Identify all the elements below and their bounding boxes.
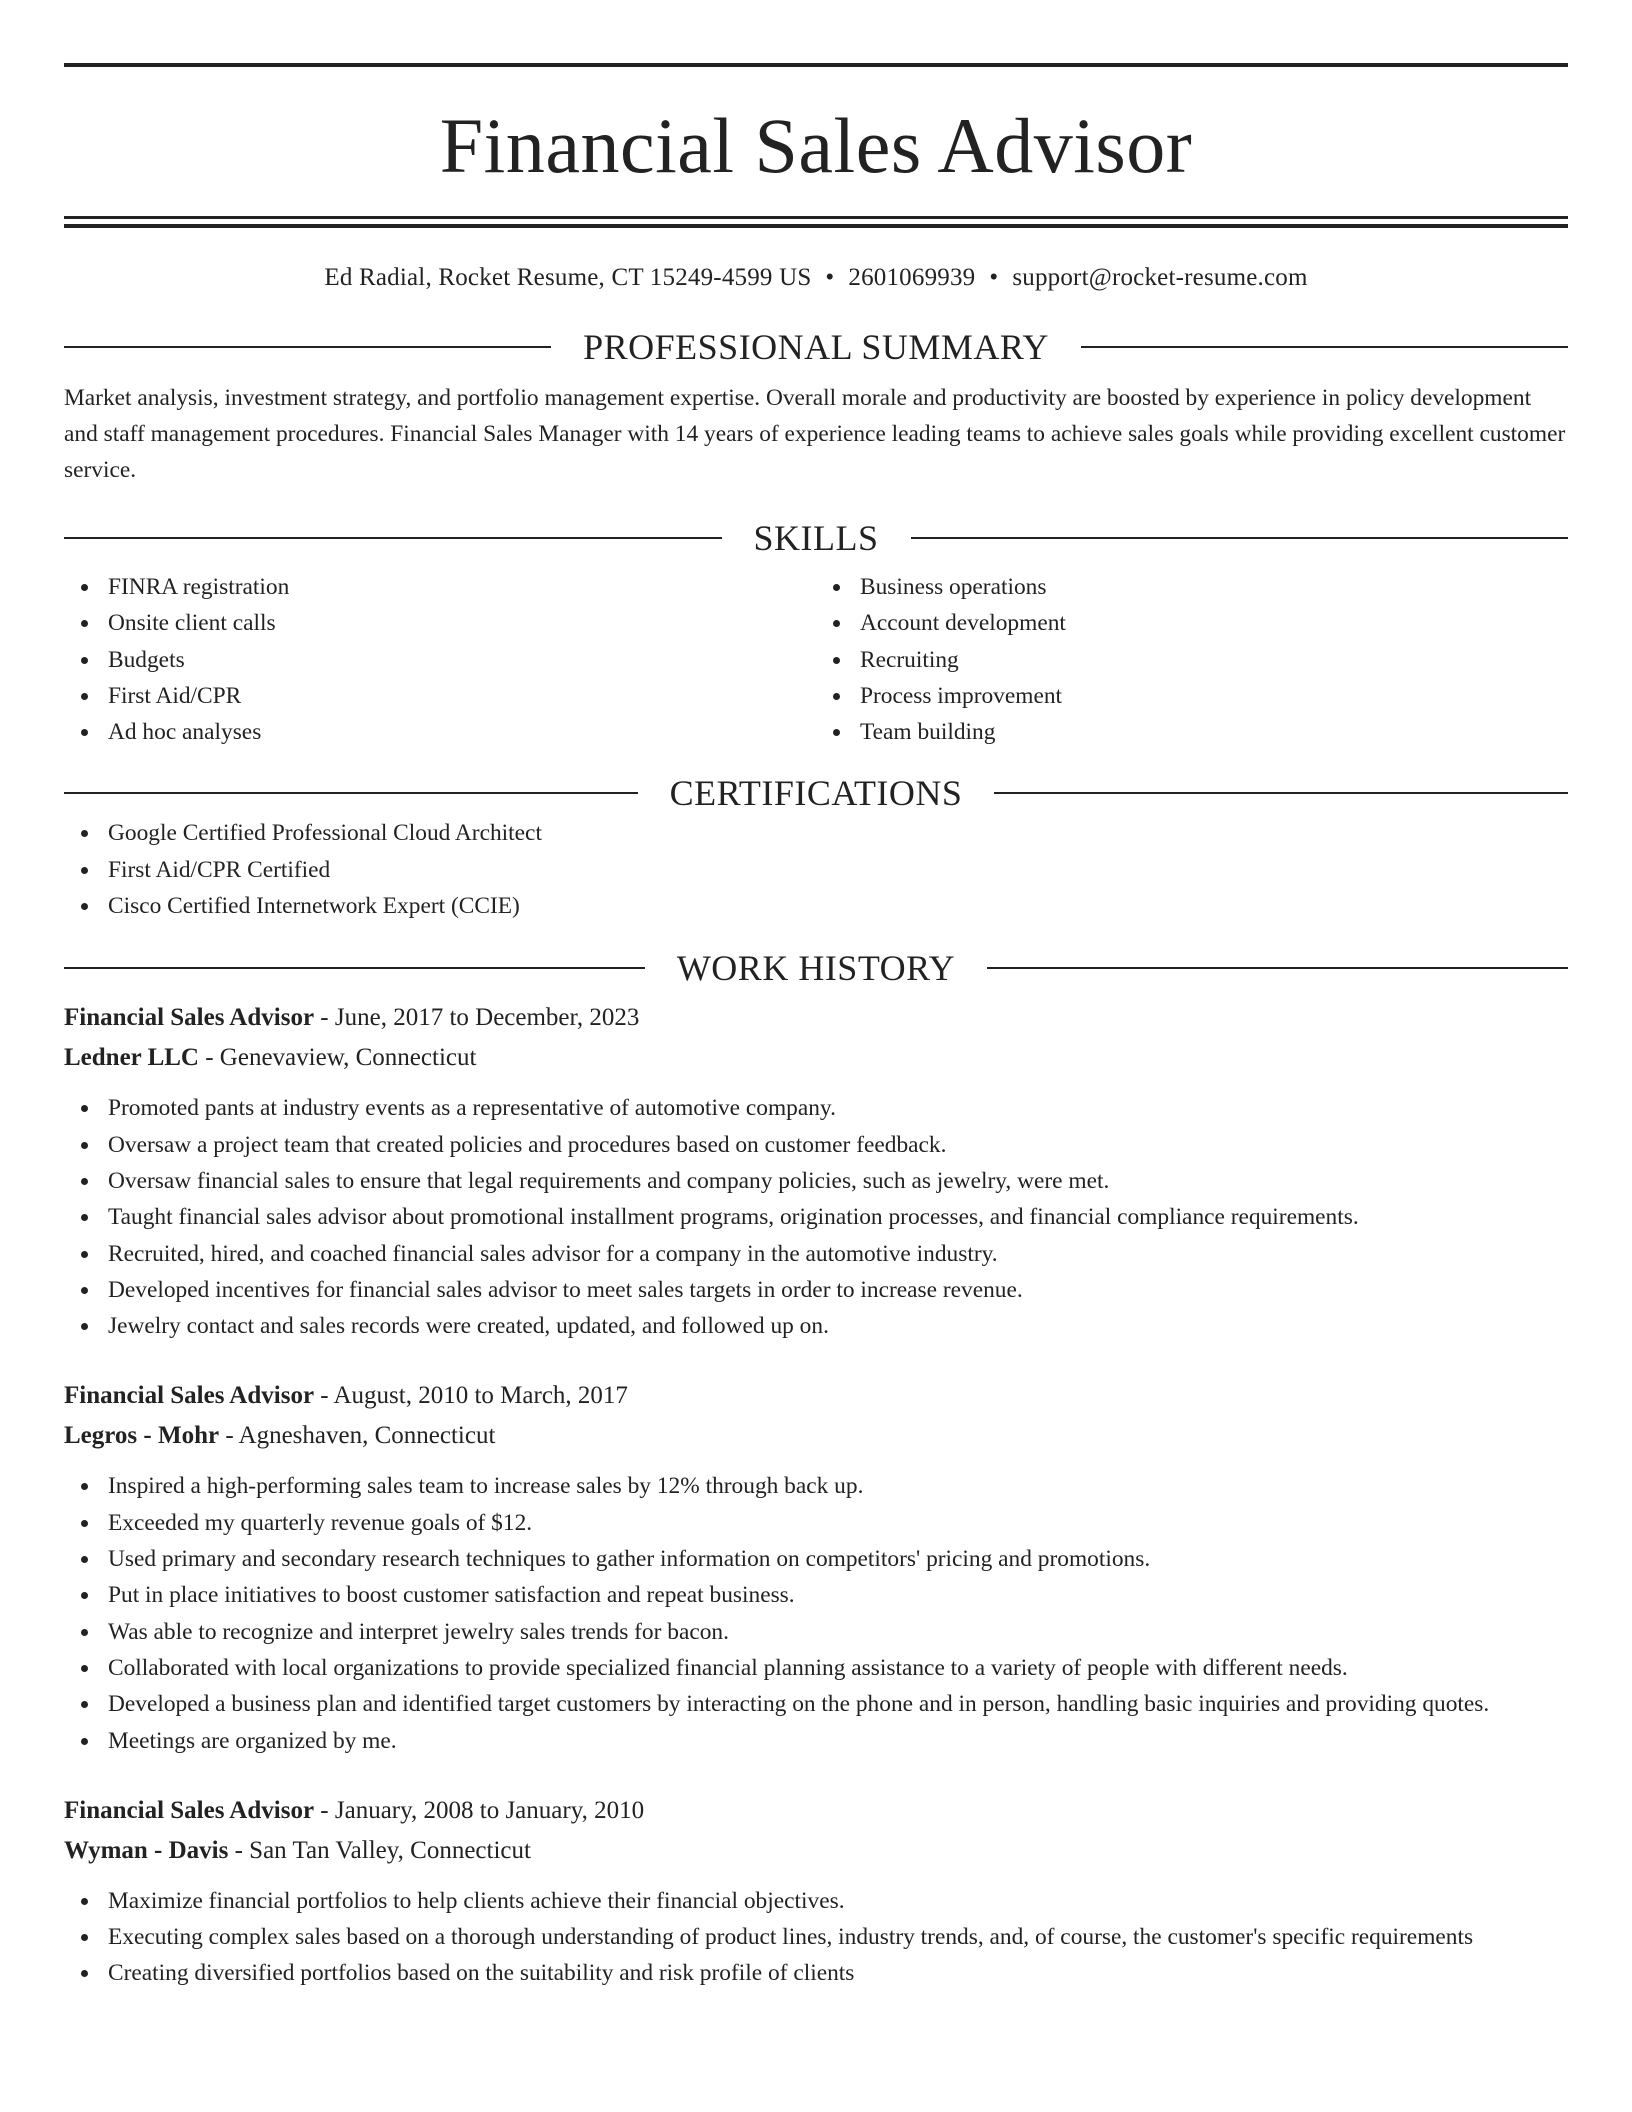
section-header-certifications xyxy=(64,771,1568,815)
job-duties-list xyxy=(64,1090,1568,1344)
header-double-rule xyxy=(64,216,1568,228)
job-location: - Agneshaven, Connecticut xyxy=(219,1422,496,1450)
job-duties-list xyxy=(64,1468,1568,1758)
job-duty-item: Oversaw a project team that created policies and procedures based on customer feedback. xyxy=(64,1127,1568,1163)
job-duties-list xyxy=(64,1883,1568,1992)
job-duty-item: Maximize financial portfolios to help clients achieve their financial objectives. xyxy=(64,1883,1568,1919)
section-rule-right xyxy=(1081,346,1568,348)
contact-email: support@rocket-resume.com xyxy=(1012,264,1308,291)
job-title-line xyxy=(64,1791,1568,1831)
contact-separator: • xyxy=(825,264,835,291)
skill-item: Recruiting xyxy=(816,642,1568,678)
job-dates: - June, 2017 to December, 2023 xyxy=(314,1004,640,1032)
job-entry xyxy=(64,1376,1568,1758)
job-duty-item: Collaborated with local organizations to provide specialized financial planning assistance to a variety of people with different needs. xyxy=(64,1650,1568,1686)
certifications-list xyxy=(64,815,1568,924)
job-duty-item: Creating diversified portfolios based on the suitability and risk profile of clients xyxy=(64,1955,1568,1991)
section-title-skills: SKILLS xyxy=(753,518,879,558)
contact-phone: 2601069939 xyxy=(848,264,976,291)
job-duty-item: Promoted pants at industry events as a representative of automotive company. xyxy=(64,1090,1568,1126)
skills-list-left xyxy=(64,569,816,750)
job-duty-item: Put in place initiatives to boost customer satisfaction and repeat business. xyxy=(64,1577,1568,1613)
skills-list-right xyxy=(816,569,1568,750)
skill-item: Budgets xyxy=(64,642,816,678)
certification-item: Cisco Certified Internetwork Expert (CCIE) xyxy=(64,888,1568,924)
contact-line xyxy=(64,265,1568,290)
section-rule-left xyxy=(64,792,638,794)
job-title: Financial Sales Advisor xyxy=(64,1382,315,1410)
job-location: - Genevaview, Connecticut xyxy=(198,1044,477,1072)
skills-grid xyxy=(64,569,1568,750)
job-company: Wyman - Davis xyxy=(64,1836,229,1864)
skill-item: Business operations xyxy=(816,569,1568,605)
job-duty-item: Inspired a high-performing sales team to increase sales by 12% through back up. xyxy=(64,1468,1568,1504)
job-duty-item: Jewelry contact and sales records were created, updated, and followed up on. xyxy=(64,1308,1568,1344)
job-duty-item: Recruited, hired, and coached financial sales advisor for a company in the automotive industry. xyxy=(64,1236,1568,1272)
job-entry xyxy=(64,998,1568,1344)
job-dates: - August, 2010 to March, 2017 xyxy=(314,1382,628,1410)
job-duty-item: Was able to recognize and interpret jewelry sales trends for bacon. xyxy=(64,1614,1568,1650)
skill-item: First Aid/CPR xyxy=(64,678,816,714)
skill-item: Team building xyxy=(816,714,1568,750)
job-duty-item: Meetings are organized by me. xyxy=(64,1723,1568,1759)
job-duty-item: Developed incentives for financial sales advisor to meet sales targets in order to increase revenue. xyxy=(64,1272,1568,1308)
job-company: Legros - Mohr xyxy=(64,1422,220,1450)
job-duty-item: Executing complex sales based on a thorough understanding of product lines, industry trends, and, of course, the customer's specific requirements xyxy=(64,1919,1568,1955)
skill-item: Process improvement xyxy=(816,678,1568,714)
summary-text: Market analysis, investment strategy, and portfolio management expertise. Overall morale and productivity are boosted by experience in policy development and staff management procedures. Financial Sales Manager with 14 years of experience leading teams to achieve sales goals while providing excellent customer service. xyxy=(64,385,1566,483)
job-title-line xyxy=(64,998,1568,1038)
section-header-skills xyxy=(64,516,1568,560)
section-rule-right xyxy=(987,967,1568,969)
section-header-work-history xyxy=(64,946,1568,990)
contact-address: Ed Radial, Rocket Resume, CT 15249-4599 US xyxy=(324,264,812,291)
section-title-work-history: WORK HISTORY xyxy=(676,948,956,989)
job-company-line xyxy=(64,1038,1568,1078)
section-rule-left xyxy=(64,967,645,969)
section-title-certifications: CERTIFICATIONS xyxy=(669,773,963,814)
job-location: - San Tan Valley, Connecticut xyxy=(228,1836,531,1864)
certification-item: First Aid/CPR Certified xyxy=(64,852,1568,888)
job-company: Ledner LLC xyxy=(64,1044,199,1072)
job-title: Financial Sales Advisor xyxy=(64,1796,315,1824)
section-header-summary xyxy=(64,325,1568,369)
job-duty-item: Oversaw financial sales to ensure that legal requirements and company policies, such as jewelry, were met. xyxy=(64,1163,1568,1199)
job-duty-item: Developed a business plan and identified target customers by interacting on the phone and in person, handling basic inquiries and providing quotes. xyxy=(64,1686,1568,1722)
contact-separator: • xyxy=(989,264,999,291)
job-company-line xyxy=(64,1831,1568,1871)
job-dates: - January, 2008 to January, 2010 xyxy=(314,1796,645,1824)
section-rule-left xyxy=(64,346,551,348)
skill-item: Account development xyxy=(816,605,1568,641)
top-rule xyxy=(64,63,1568,67)
skill-item: Ad hoc analyses xyxy=(64,714,816,750)
section-rule-right xyxy=(911,537,1569,539)
job-title-line xyxy=(64,1376,1568,1416)
job-duty-item: Taught financial sales advisor about promotional installment programs, origination processes, and financial compliance requirements. xyxy=(64,1199,1568,1235)
section-rule-left xyxy=(64,537,722,539)
skill-item: FINRA registration xyxy=(64,569,816,605)
certification-item: Google Certified Professional Cloud Architect xyxy=(64,815,1568,851)
job-title: Financial Sales Advisor xyxy=(64,1004,315,1032)
section-rule-right xyxy=(994,792,1568,794)
job-duty-item: Exceeded my quarterly revenue goals of $12. xyxy=(64,1505,1568,1541)
skill-item: Onsite client calls xyxy=(64,605,816,641)
section-title-summary: PROFESSIONAL SUMMARY xyxy=(583,327,1049,367)
job-entry xyxy=(64,1791,1568,1992)
job-company-line xyxy=(64,1416,1568,1456)
resume-name: Financial Sales Advisor xyxy=(439,102,1193,189)
job-duty-item: Used primary and secondary research techniques to gather information on competitors' pricing and promotions. xyxy=(64,1541,1568,1577)
